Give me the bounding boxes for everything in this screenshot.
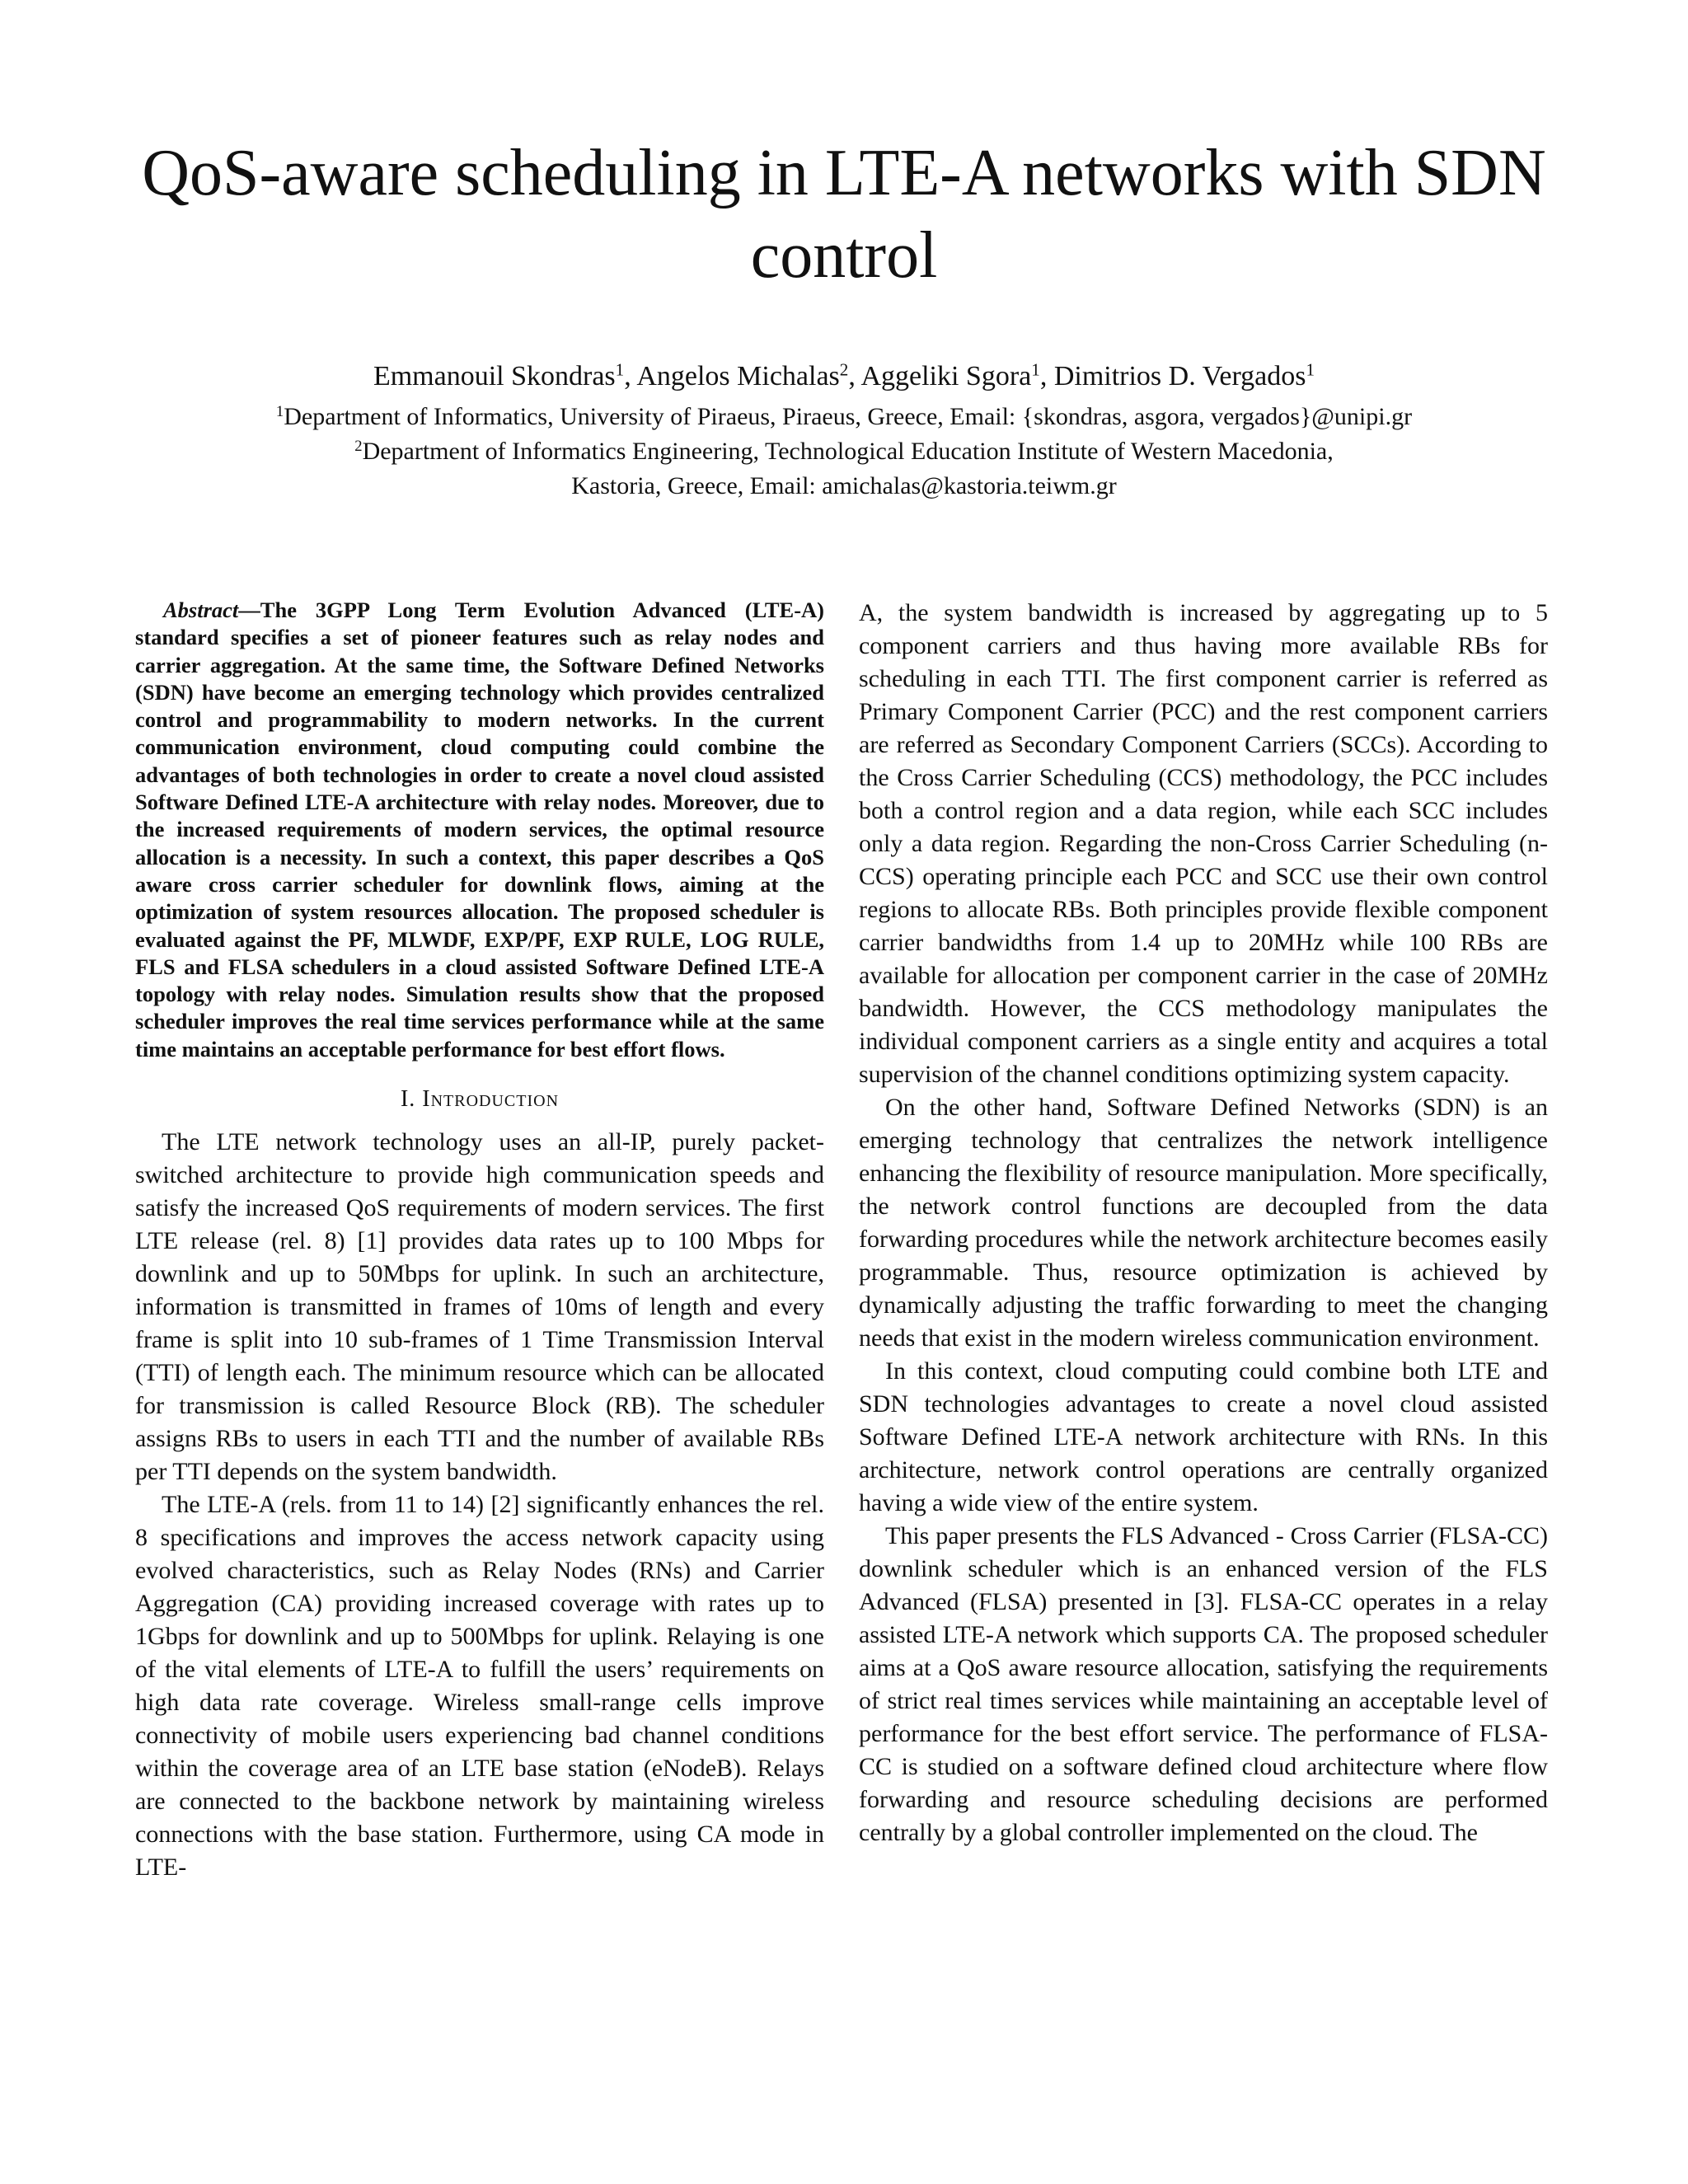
abstract xyxy=(135,597,824,1063)
body-paragraph: The LTE network technology uses an all-IP, purely packet-switched architecture to provide high communication speeds and satisfy the increased QoS requirements of modern services. The first LTE release (rel. 8) [1] provides data rates up to 100 Mbps for downlink and up to 50Mbps for uplink. In such an architecture, information is transmitted in frames of 10ms of length and every frame is split into 10 sub-frames of 1 Time Transmission Interval (TTI) of length each. The minimum resource which can be allocated for transmission is called Resource Block (RB). The scheduler assigns RBs to users in each TTI and the number of available RBs per TTI depends on the system bandwidth. xyxy=(135,1128,824,1486)
affiliation-text: Department of Informatics, University of Piraeus, Piraeus, Greece, Email: {skondras, asgora, vergados}@unipi.gr xyxy=(284,403,1413,430)
section-number: I. xyxy=(400,1086,423,1113)
body-paragraph: The LTE-A (rels. from 11 to 14) [2] significantly enhances the rel. 8 specifications and improves the access network capacity using evolved characteristics, such as Relay Nodes (RNs) and Carrier Aggregation (CA) providing increased coverage with rates up to 1Gbps for downlink and up to 500Mbps for uplink. Relaying is one of the vital elements of LTE-A to fulfill the users’ requirements on high data rate coverage. Wireless small-range cells improve connectivity of mobile users experiencing bad channel conditions within the coverage area of an LTE base station (eNodeB). Relays are connected to the backbone network by maintaining wireless connections with the base station. Furthermore, using CA mode in LTE- xyxy=(135,1491,824,1882)
affiliation-2 xyxy=(99,435,1589,468)
affiliation-mark: 1 xyxy=(275,402,284,420)
author-name: Dimitrios D. Vergados xyxy=(1053,361,1306,391)
author-affiliation-mark: 2 xyxy=(839,359,849,380)
abstract-text: The 3GPP Long Term Evolution Advanced (LTE-A) standard specifies a set of pioneer features such as relay nodes and carrier aggregation. At the same time, the Software Defined Networks (SDN) have become an emerging technology which provides centralized control and programmability to modern networks. In the current communication environment, cloud computing could combine the advantages of both technologies in order to create a novel cloud assisted Software Defined LTE-A architecture with relay nodes. Moreover, due to the increased requirements of modern services, the optimal resource allocation is a necessity. In such a context, this paper describes a QoS aware cross carrier scheduler for downlink flows, aiming at the optimization of system resources allocation. The proposed scheduler is evaluated against the PF, MLWDF, EXP/PF, EXP RULE, LOG RULE, FLS and FLSA schedulers in a cloud assisted Software Defined LTE-A topology with relay nodes. Simulation results show that the proposed scheduler improves the real time services performance while at the same time maintains an acceptable performance for best effort flows. xyxy=(135,598,824,1062)
affiliation-2-line-2: Kastoria, Greece, Email: amichalas@kastoria.teiwm.gr xyxy=(571,472,1117,499)
author-affiliation-mark: 1 xyxy=(1306,359,1315,380)
right-column xyxy=(859,597,1548,1849)
left-column xyxy=(135,597,824,1884)
author-name: Emmanouil Skondras xyxy=(373,361,616,391)
author-list: Emmanouil Skondras$^1$, Angelos Michalas$^2$, Aggeliki Sgora$^1$, Dimitrios D. Vergados$^1$ xyxy=(373,359,1315,391)
section-title: Introduction xyxy=(422,1086,560,1113)
paper-title: QoS-aware scheduling in LTE-A networks with SDN control xyxy=(142,137,1546,292)
body-paragraph: In this context, cloud computing could combine both LTE and SDN technologies advantages to create a novel cloud assisted Software Defined LTE-A network architecture with RNs. In this architecture, network control operations are centrally organized having a wide view of the entire system. xyxy=(859,1357,1548,1516)
body-paragraph: On the other hand, Software Defined Networks (SDN) is an emerging technology that centralizes the network intelligence enhancing the flexibility of resource manipulation. More specifically, the network control functions are decoupled from the data forwarding procedures while the network architecture becomes easily programmable. Thus, resource optimization is achieved by dynamically adjusting the traffic forwarding to meet the changing needs that exist in the modern wireless communication environment. xyxy=(859,1094,1548,1352)
author-name: Angelos Michalas xyxy=(636,361,840,391)
section-heading xyxy=(135,1083,824,1116)
body-paragraph: A, the system bandwidth is increased by aggregating up to 5 component carriers and thus having more available RBs for scheduling in each TTI. The first component carrier is referred as Primary Component Carrier (PCC) and the rest component carriers are referred as Secondary Component Carriers (SCCs). According to the Cross Carrier Scheduling (CCS) methodology, the PCC includes both a control region and a data region, while each SCC includes only a data region. Regarding the non-Cross Carrier Scheduling (n-CCS) operating principle each PCC and SCC use their own control regions to allocate RBs. Both principles provide flexible component carrier bandwidths from 1.4 up to 20MHz while 100 RBs are available for allocation per component carrier in the case of 20MHz bandwidth. However, the CCS methodology manipulates the individual component carriers as a single entity and acquires a total supervision of the channel conditions optimizing system capacity. xyxy=(859,599,1548,1088)
author-name: Aggeliki Sgora xyxy=(860,361,1032,391)
affiliation-text: Department of Informatics Engineering, Technological Education Institute of Western Macedonia, xyxy=(362,438,1334,465)
author-affiliation-mark: 1 xyxy=(615,359,625,380)
affiliation-1 xyxy=(99,401,1589,434)
affiliation-mark: 2 xyxy=(354,437,363,455)
body-paragraph: This paper presents the FLS Advanced - Cross Carrier (FLSA-CC) downlink scheduler which is an enhanced version of the FLS Advanced (FLSA) presented in [3]. FLSA-CC operates in a relay assisted LTE-A network which supports CA. The proposed scheduler aims at a QoS aware resource allocation, satisfying the requirements of strict real times services while maintaining an acceptable level of performance for the best effort service. The performance of FLSA-CC is studied on a software defined cloud architecture where flow forwarding and resource scheduling decisions are performed centrally by a global controller implemented on the cloud. The xyxy=(859,1522,1548,1846)
author-affiliation-mark: 1 xyxy=(1031,359,1040,380)
abstract-dash: — xyxy=(238,598,260,622)
abstract-heading: Abstract xyxy=(163,598,239,622)
